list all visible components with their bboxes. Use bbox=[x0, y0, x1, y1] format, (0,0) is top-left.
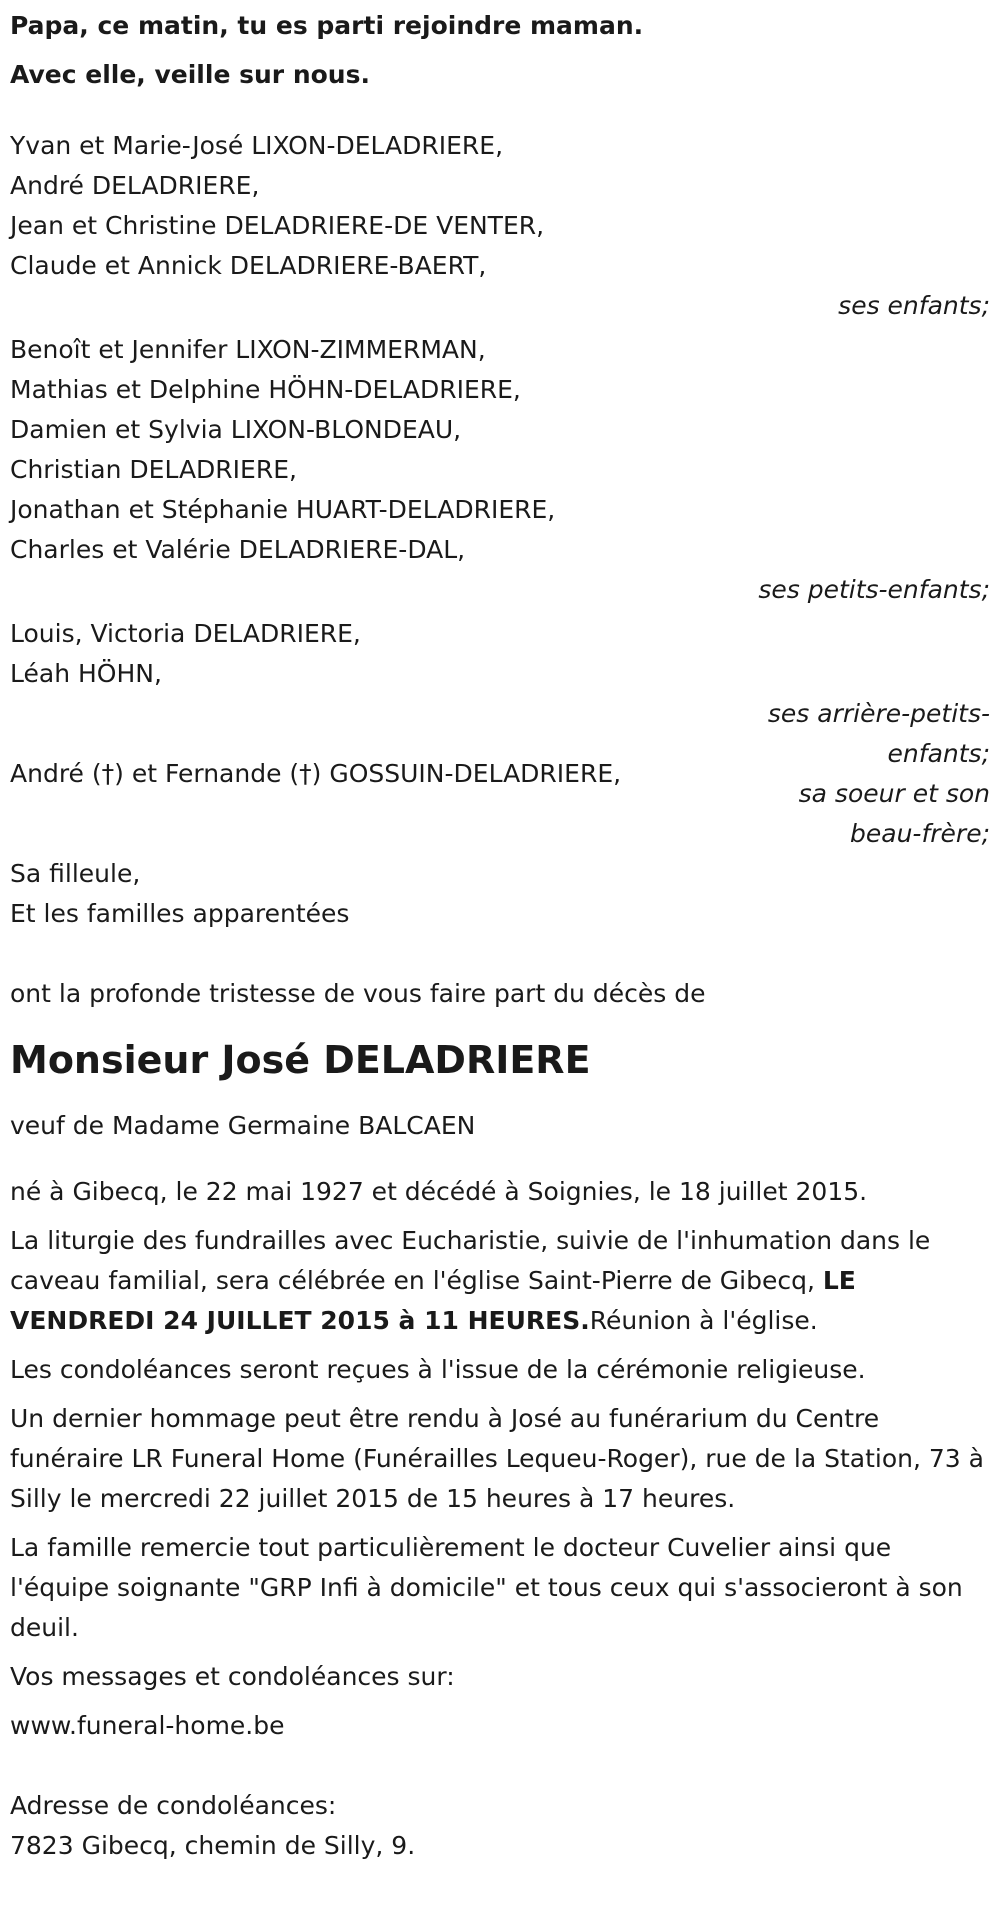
widower-line: veuf de Madame Germaine BALCAEN bbox=[10, 1111, 476, 1140]
epigraph-line-2: Avec elle, veille sur nous. bbox=[10, 60, 370, 89]
goddaughter-line: Sa filleule, bbox=[10, 859, 141, 888]
obituary-content bbox=[10, 1, 990, 1866]
deceased-name: Monsieur José DELADRIERE bbox=[10, 1038, 591, 1082]
children-role: ses enfants; bbox=[838, 291, 990, 320]
great-grandchildren-section bbox=[10, 614, 990, 774]
child-name: André DELADRIERE, bbox=[10, 171, 260, 200]
epigraph bbox=[10, 1, 990, 99]
grandchild-name: Benoît et Jennifer LIXON-ZIMMERMAN, bbox=[10, 335, 486, 364]
grandchild-name: Mathias et Delphine HÖHN-DELADRIERE, bbox=[10, 375, 521, 404]
announcement: ont la profonde tristesse de vous faire part du décès de bbox=[10, 979, 706, 1008]
sibling-role-line-1: sa soeur et son bbox=[798, 779, 990, 808]
child-name: Jean et Christine DELADRIERE-DE VENTER, bbox=[10, 211, 545, 240]
messages-label: Vos messages et condoléances sur: bbox=[10, 1662, 455, 1691]
sibling-role-line-2: beau-frère; bbox=[850, 819, 990, 848]
ceremony-text: La liturgie des fundrailles avec Eucharistie, suivie de l'inhumation dans le caveau familial, sera célébrée en l'église Saint-Pierre de Gibecq, bbox=[10, 1226, 931, 1295]
child-name: Claude et Annick DELADRIERE-BAERT, bbox=[10, 251, 487, 280]
great-grandchildren-role-line-2: enfants; bbox=[887, 739, 990, 768]
grandchild-name: Christian DELADRIERE, bbox=[10, 455, 297, 484]
thanks-paragraph: La famille remercie tout particulièrement le docteur Cuvelier ainsi que l'équipe soignante "GRP Infi à domicile" et tous ceux qui s'associeront à son deuil. bbox=[10, 1533, 963, 1642]
website-link[interactable]: www.funeral-home.be bbox=[10, 1711, 285, 1740]
condolences-note: Les condoléances seront reçues à l'issue de la cérémonie religieuse. bbox=[10, 1355, 866, 1384]
great-grandchild-name: Louis, Victoria DELADRIERE, bbox=[10, 619, 361, 648]
grandchild-name: Jonathan et Stéphanie HUART-DELADRIERE, bbox=[10, 495, 556, 524]
address-value: 7823 Gibecq, chemin de Silly, 9. bbox=[10, 1831, 416, 1860]
grandchildren-section bbox=[10, 330, 990, 610]
families-line: Et les familles apparentées bbox=[10, 899, 350, 928]
sibling-section bbox=[10, 754, 990, 854]
epigraph-line-1: Papa, ce matin, tu es parti rejoindre maman. bbox=[10, 11, 644, 40]
sibling-name: André (†) et Fernande (†) GOSSUIN-DELADRIERE, bbox=[10, 759, 622, 788]
grandchild-name: Damien et Sylvia LIXON-BLONDEAU, bbox=[10, 415, 462, 444]
grandchild-name: Charles et Valérie DELADRIERE-DAL, bbox=[10, 535, 466, 564]
child-name: Yvan et Marie-José LIXON-DELADRIERE, bbox=[10, 131, 504, 160]
others-section bbox=[10, 854, 990, 934]
obituary-page bbox=[10, 0, 990, 1866]
address-label: Adresse de condoléances: bbox=[10, 1791, 337, 1820]
tribute-paragraph: Un dernier hommage peut être rendu à José au funérarium du Centre funéraire LR Funeral Home (Funérailles Lequeu-Roger), rue de la Station, 73 à Silly le mercredi 22 juillet 2015 de 15 heures à 17 heures. bbox=[10, 1404, 984, 1513]
great-grandchildren-role-line-1: ses arrière-petits- bbox=[767, 699, 990, 728]
grandchildren-role: ses petits-enfants; bbox=[758, 575, 990, 604]
children-section bbox=[10, 126, 990, 326]
dates-line: né à Gibecq, le 22 mai 1927 et décédé à Soignies, le 18 juillet 2015. bbox=[10, 1177, 868, 1206]
ceremony-paragraph bbox=[10, 1221, 990, 1341]
ceremony-datetime: LE VENDREDI 24 JUILLET 2015 à 11 HEURES. bbox=[10, 1266, 856, 1335]
great-grandchild-name: Léah HÖHN, bbox=[10, 659, 162, 688]
ceremony-reunion: Réunion à l'église. bbox=[589, 1306, 818, 1335]
